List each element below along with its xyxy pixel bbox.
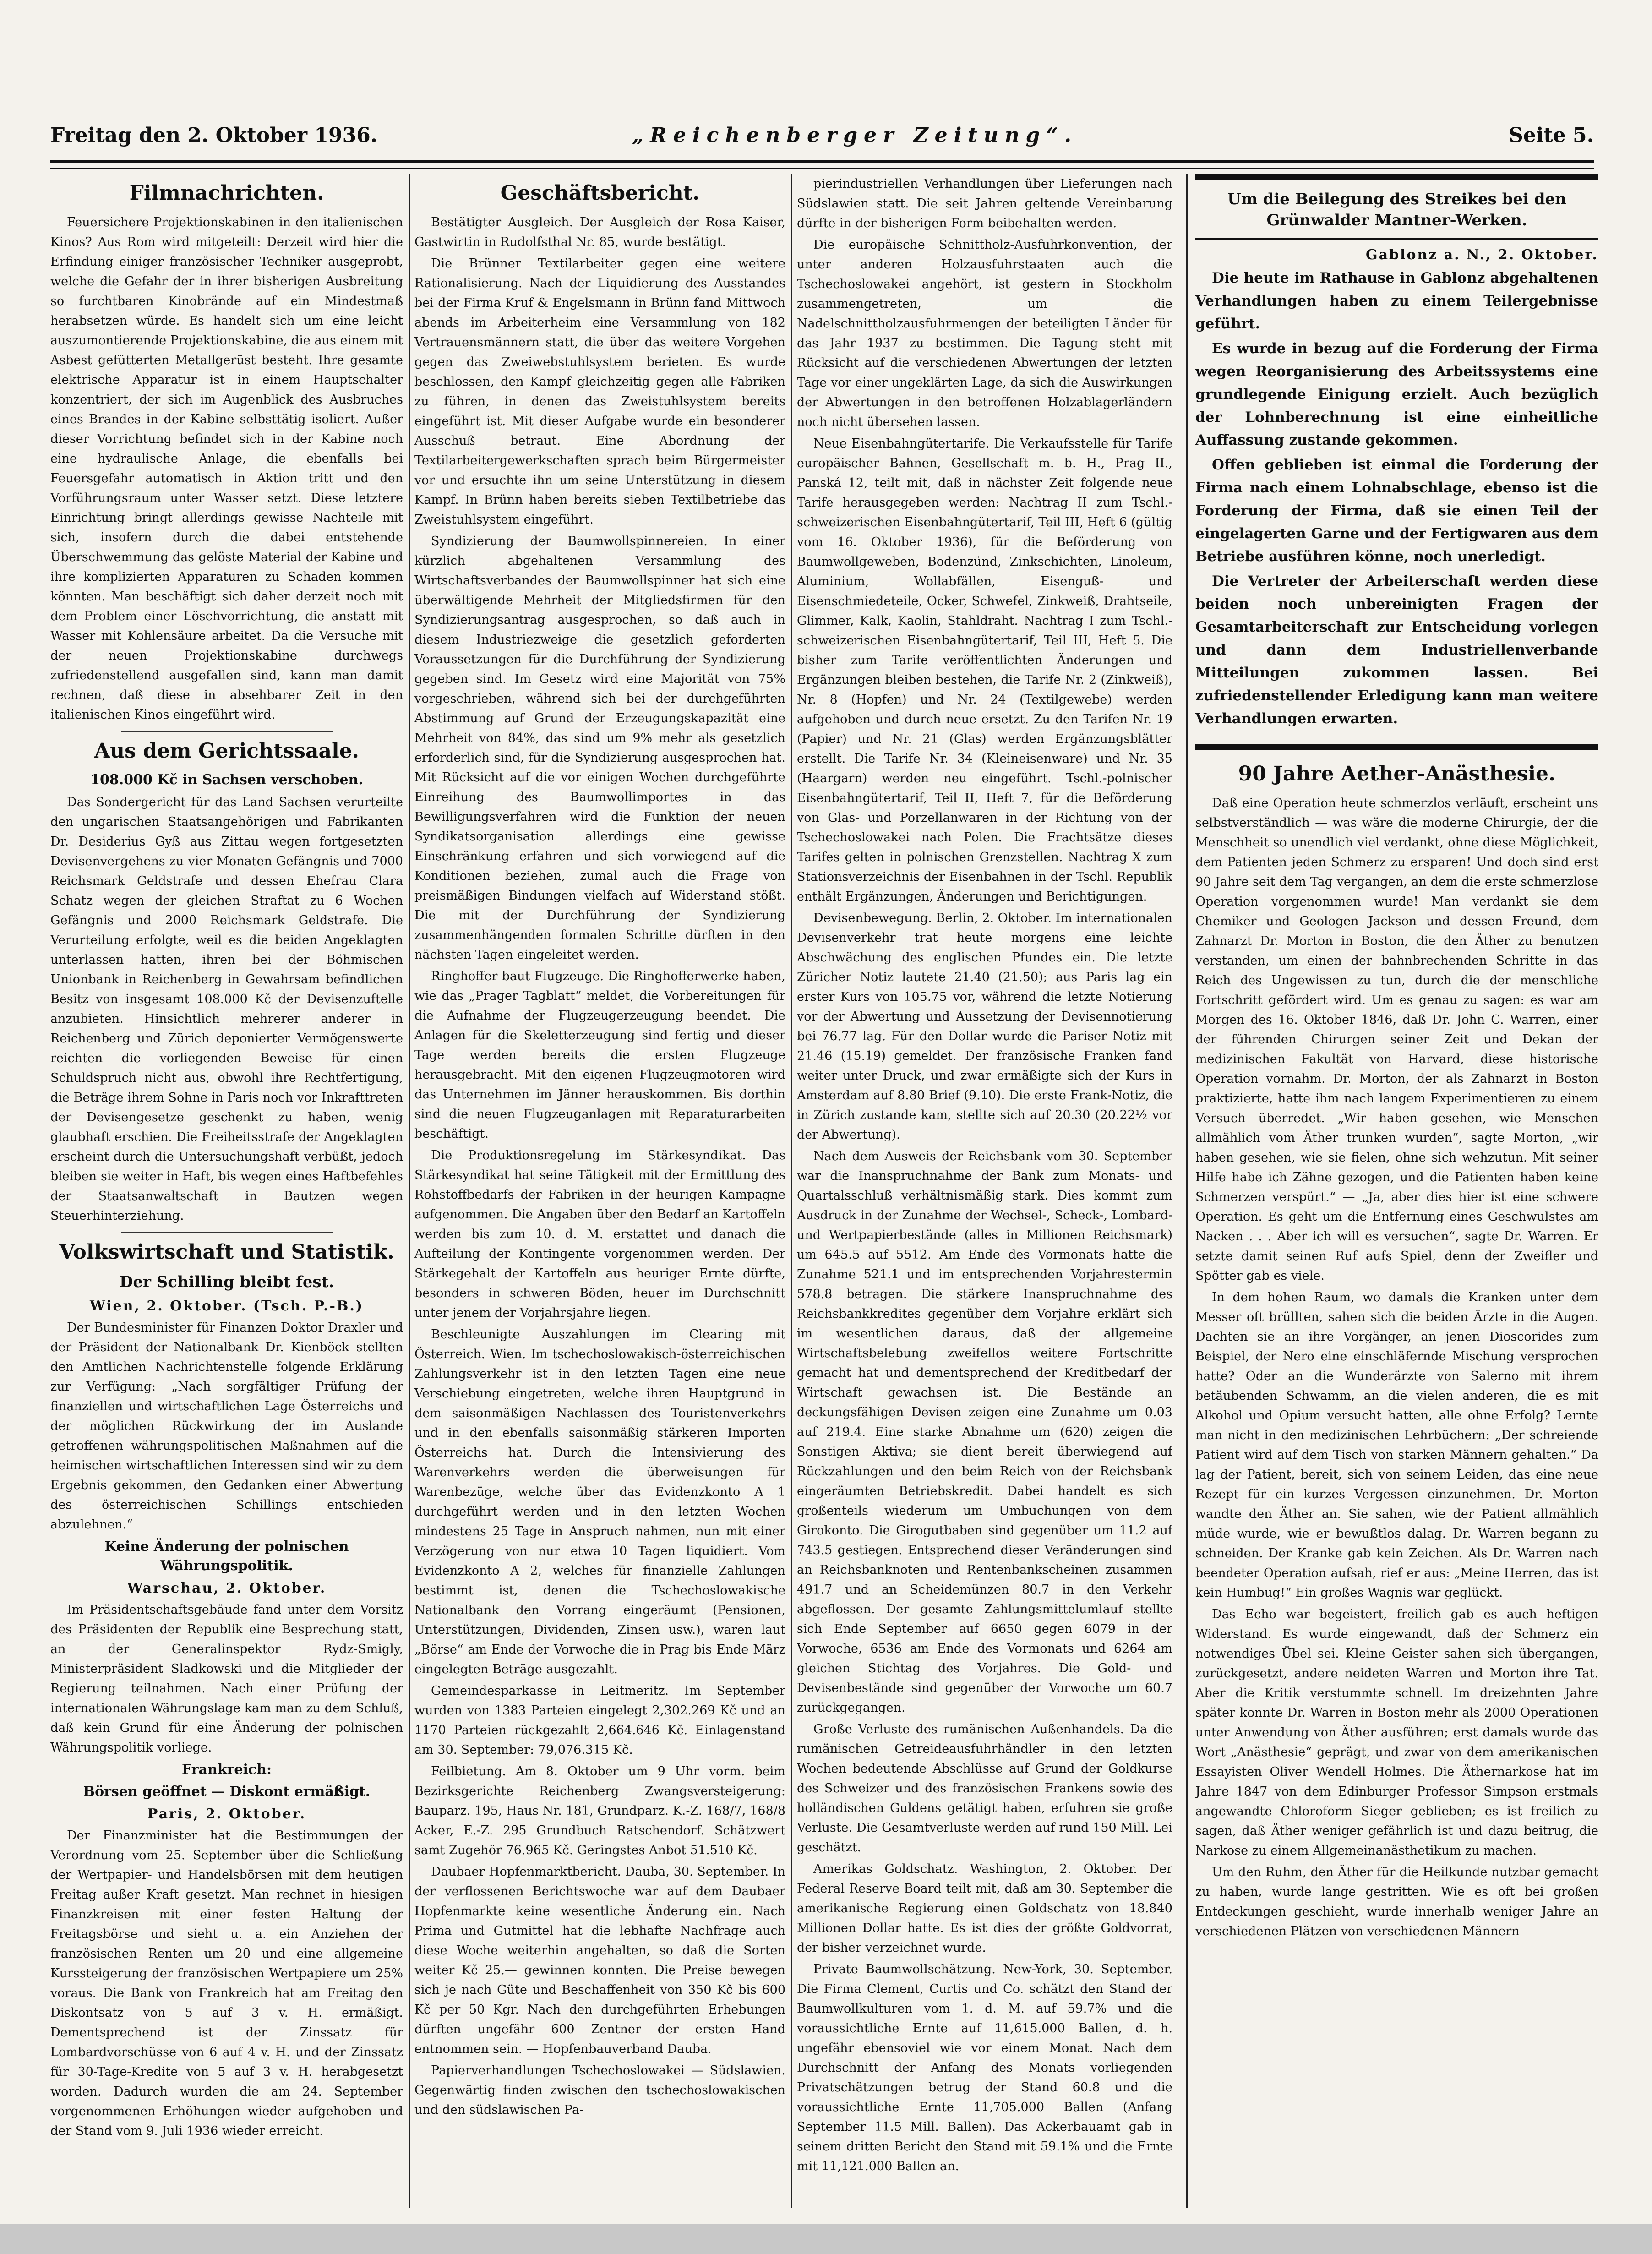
business-item: Gemeindesparkasse in Leitmeritz. Im September wurden von 1383 Parteien eingelegt 2,302.269 Kč und an 1170 Parteien rückgezahlt 2,664.646 Kč. Einlagenstand am 30. September: 79,076.315 Kč. xyxy=(414,1684,785,1757)
strike-paragraph: Die Vertreter der Arbeiterschaft werden diese beiden noch unbereinigten Fragen der Gesamtarbeiterschaft zur Entscheidung vorlegen und dann dem Industriellenverbande Mitteilungen zukommen lassen. Bei zufriedenstellender Erledigung kann man weitere Verhandlungen erwarten. xyxy=(1195,573,1598,727)
film-news-article: Feuersichere Projektionskabinen in den italienischen Kinos? Aus Rom wird mitgeteilt: Derzeit wird hier die Erfindung einiger französischer Techniker ausgeprobt, welche die Gefahr der in ihrer bisherigen Ausbreitung so furchtbaren Kinobrände auf ein Mindestmaß herabsetzen würde. Es handelt sich um eine leicht auszumontierende Projektionskabine, die aus einem mit Asbest gefütterten Metallgerüst besteht. Ihre gesamte elektrische Apparatur ist in einem Hauptschalter konzentriert, der sich im Augenblick des Ausbruches eines Brandes in der Kabine selbsttätig isoliert. Außer dieser Vorrichtung befindet sich in der Kabine noch eine hydraulische Anlage, die ebenfalls bei Feuersgefahr automatisch in Aktion tritt und den Vorführungsraum unter Wasser setzt. Diese letztere Einrichtung bringt allerdings gewisse Nachteile mit sich, insofern durch die dabei entstehende Überschwemmung das gelöste Material der Kabine und ihre komplizierten Apparaturen zu Schaden kommen könnten. Man beschäftigt sich daher derzeit noch mit dem Problem einer Löschvorrichtung, die anstatt mit Wasser mit Kohlensäure arbeitet. Da die Versuche mit der neuen Projektionskabine durchwegs zufriedenstellend ausgefallen sind, kann man damit rechnen, daß diese in absehbarer Zeit in den italienischen Kinos eingeführt wird. xyxy=(50,215,403,722)
business-item: Devisenbewegung. Berlin, 2. Oktober. Im internationalen Devisenverkehr trat heute morgens eine leichte Abschwächung des englischen Pfundes ein. Die letzte Züricher Notiz lautete 21.40 (21.50); aus Paris lag ein erster Kurs von 105.75 vor, während die letzte Notierung vor der Abwertung und Aussetzung der Devisennotierung bei 76.77 lag. Für den Dollar wurde die Pariser Notiz mit 21.46 (15.19) gemeldet. Der französische Franken fand weiter unter Druck, und zwar ermäßigte sich der Kurs in Amsterdam auf 8.80 Brief (9.10). Die erste Frank-Notiz, die in Zürich zustande kam, stellte sich auf 20.30 (20.22½ vor der Abwertung). xyxy=(797,911,1172,1142)
ether-paragraph: In dem hohen Raum, wo damals die Kranken unter dem Messer oft brüllten, sahen sich die beiden Ärzte in die Augen. Dachten sie an ihre Vorgänger, an jenen Dioscorides zum Beispiel, der Nero eine einschläfernde Mischung versprochen hatte? Oder an die Wunderärzte von Salerno mit ihrem betäubenden Schwamm, an die vielen anderen, die es mit Alkohol und Opium versucht hatten, alle ohne Erfolg? Lernte man nicht in den medizinischen Lehrbüchern: „Der schreiende Patient wird auf dem Tisch von starken Männern gehalten.“ Da lag der Patient, bereit, sich von seinem Leiden, das eine neue Rezept für ein kurzes Vergessen einzunehmen. Dr. Morton wandte den Äther an. Sie sahen, wie der Patient allmählich müde wurde, wie er bewußtlos dalag. Dr. Warren begann zu schneiden. Der Kranke gab kein Zeichen. Als Dr. Warren nach beendeter Operation aufsah, rief er aus: „Meine Herren, das ist kein Humbug!“ Ein großes Wagnis war geglückt. xyxy=(1195,1290,1598,1600)
business-item: Neue Eisenbahngütertarife. Die Verkaufsstelle für Tarife europäischer Bahnen, Gesellschaft m. b. H., Prag II., Panská 12, teilt mit, daß in nächster Zeit folgende neue Tarife herausgegeben werden: Nachtrag II zum Tschl.-schweizerischen Eisenbahngütertarif, Teil III, Heft 6 (gültig vom 16. Oktober 1936), für die Beförderung von Baumwollgeweben, Bodenzünd, Zinkschichten, Linoleum, Aluminium, Wollabfällen, Eisenguß- und Eisenschmiedeteile, Ocker, Schwefel, Zinkweiß, Drahtseile, Glimmer, Kalk, Kaolin, Stahldraht. Nachtrag I zum Tschl.-schweizerischen Eisenbahngütertarif, Teil III, Heft 5. Die bisher zum Tarife veröffentlichten Änderungen und Ergänzungen bleiben bestehen, die Tarife Nr. 2 (Zinkweiß), Nr. 8 (Hopfen) und Nr. 24 (Textilgewebe) werden aufgehoben und durch neue ersetzt. Zu den Tarifen Nr. 19 (Papier) und Nr. 21 (Glas) werden Ergänzungsblätter erstellt. Die Tarife Nr. 34 (Kleineisenware) und Nr. 35 (Haargarn) werden neu eingeführt. Tschl.-polnischer Eisenbahngütertarif, Teil II, Heft 7, für die Beförderung von Glas- und Porzellanwaren in der Richtung von der Tschechoslowakei nach Polen. Die Frachtsätze dieses Tarifes gelten in polnischen Grenzstellen. Nachtrag X zum Stationsverzeichnis der Eisenbahnen in der Tschl. Republik enthält Ergänzungen, Änderungen und Berichtigungen. xyxy=(797,437,1172,904)
poland-article: Im Präsidentschaftsgebäude fand unter dem Vorsitz des Präsidenten der Republik eine Besprechung statt, an der Generalinspektor Rydz-Smigly, Ministerpräsident Sladkowski und die Mitglieder der Regierung teilnahmen. Nach einer Prüfung der internationalen Währungslage kam man zu dem Schluß, daß kein Grund für eine Änderung der polnischen Währungspolitik vorliege. xyxy=(50,1603,403,1755)
header-rule xyxy=(50,160,1594,169)
business-item: Die europäische Schnittholz-Ausfuhrkonvention, der unter anderen Holzausfuhrstaaten auch die Tschechoslowakei angehört, ist gestern in Stockholm zusammengetreten, um die Nadelschnittholzausfuhrmengen der beteiligten Länder für das Jahr 1937 zu bestimmen. Die Tagung steht mit Rücksicht auf die verschiedenen Abwertungen der letzten Tage vor einer ungeklärten Lage, da sich die Auswirkungen der Abwertungen in den betroffenen Holzablagerländern noch nicht übersehen lassen. xyxy=(797,238,1172,429)
ether-paragraph: Daß eine Operation heute schmerzlos verläuft, erscheint uns selbstverständlich — was wäre die moderne Chirurgie, der die Menschheit so unendlich viel verdankt, ohne diese Möglichkeit, dem Patienten jeden Schmerz zu ersparen! Und doch sind erst 90 Jahre seit dem Tag vergangen, an dem die erste schmerzlose Operation vorgenommen wurde! Man verdankt sie dem Chemiker und Geologen Jackson und dessen Freund, dem Zahnarzt Dr. Morton in Boston, die den Äther zu benutzen verstanden, um einen der bahnbrechenden Schritte in das Reich des Ungewissen zu tun, durch die der menschliche Fortschritt gefördert wird. Um es genau zu sagen: es war am Morgen des 16. Oktober 1846, daß Dr. John C. Warren, einer der führenden Chirurgen seiner Zeit und Dekan der medizinischen Fakultät von Harvard, diese historische Operation vornahm. Dr. Morton, der als Zahnarzt in Boston praktizierte, hatte ihm nach langem Experimentieren zu einem Versuch überredet. „Wir haben gesehen, wie Menschen allmählich vom Äther trunken wurden“, sagte Morton, „wir haben gesehen, wie sie fielen, ohne sich wehzutun. Mit seiner Hilfe habe ich Zähne gezogen, und die Patienten haben keine Schmerzen verspürt.“ — „Ja, aber dies hier ist eine schwere Operation. Es geht um die Entfernung eines Geschwulstes am Nacken . . . Aber ich will es versuchen“, sagte Dr. Warren. Er setzte damit seinen Ruf aufs Spiel, denn der Zweifler und Spötter gab es viele. xyxy=(1195,796,1598,1283)
economy-subheading: Der Schilling bleibt fest. xyxy=(119,1273,334,1291)
column-4 xyxy=(1195,174,1598,2208)
business-item: Syndizierung der Baumwollspinnereien. In einer kürzlich abgehaltenen Versammlung des Wirtschaftsverbandes der Baumwollspinner hat sich eine überwältigende Mehrheit der Mitgliedsfirmen für den Syndizierungsantrag ausgesprochen, so daß auch in diesem Industriezweige die gesetzlich geforderten Voraussetzungen für die Durchführung der Syndizierung gegeben sind. Im Gesetz wird eine Majorität von 75% vorgeschrieben, während sich bei der durchgeführten Abstimmung auf Grund der Erzeugungskapazität eine Mehrheit von 84%, das sind um 9% mehr als gesetzlich erforderlich sind, für die Syndizierung ausgesprochen hat. Mit Rücksicht auf die vor einigen Wochen durchgeführte Einreihung des Baumwollimportes in das Bewilligungsverfahren wird die Funktion der neuen Syndikatsorganisation allerdings eine gewisse Einschränkung erfahren und sich vorwiegend auf die Konditionen beziehen, zumal auch die Frage von preismäßigen Bindungen vielfach auf Widerstand stößt. Die mit der Durchführung der Syndizierung zusammenhängenden formalen Schritte dürften in den nächsten Tagen eingeleitet werden. xyxy=(414,534,785,962)
business-item: Die Brünner Textilarbeiter gegen eine weitere Rationalisierung. Nach der Liquidierung des Ausstandes bei der Firma Kruf & Engelsmann in Brünn fand Mittwoch abends im Arbeiterheim eine Versammlung von 182 Vertrauensmännern statt, die über das weitere Vorgehen gegen das Zweiwebstuhlsystem berieten. Es wurde beschlossen, den Kampf gleichzeitig gegen alle Fabriken zu führen, in denen das Zweistuhlsystem bereits eingeführt ist. Mit dieser Aufgabe wurde ein besonderer Ausschuß betraut. Eine Abordnung der Textilarbeitergewerkschaften sprach beim Bürgermeister vor und ersuchte ihn um seine Unterstützung in diesem Kampf. In Brünn haben bereits sieben Textilbetriebe das Zweistuhlsystem eingeführt. xyxy=(414,257,785,527)
schilling-article: Der Bundesminister für Finanzen Doktor Draxler und der Präsident der Nationalbank Dr. Kienböck stellten den Amtlichen Nachrichtenstelle folgende Erklärung zur Verfügung: „Nach sorgfältiger Prüfung der finanziellen und wirtschaftlichen Lage Österreichs und der möglichen Rückwirkung der im Auslande getroffenen währungspolitischen Maßnahmen auf die heimischen wirtschaftlichen Interessen sind wir zu dem Ergebnis gekommen, den Gedanken einer Abwertung des österreichischen Schillings entschieden abzulehnen.“ xyxy=(50,1321,403,1532)
france-subheading: Frankreich: xyxy=(181,1762,272,1778)
strike-heading: Um die Beilegung des Streikes bei den Grünwalder Mantner-Werken. xyxy=(1227,190,1566,229)
france-dateline: Paris, 2. Oktober. xyxy=(147,1806,306,1822)
france-subheading-2: Börsen geöffnet — Diskont ermäßigt. xyxy=(83,1784,371,1800)
ether-paragraph: Das Echo war begeistert, freilich gab es auch heftigen Widerstand. Es wurde eingewandt, daß der Schmerz ein notwendiges Übel sei. Kleine Geister sahen sich übergangen, zurückgesetzt, andere neideten Warren und Morton ihre Tat. Aber die Kritik verstummte schnell. Im dreizehnten Jahre später konnte Dr. Warren in Boston mehr als 2000 Operationen unter Anwendung von Äther ausführen; erst damals wurde das Wort „Anästhesie“ geprägt, und zwar von dem amerikanischen Essayisten Oliver Wendell Holmes. Die Äthernarkose hat im Jahre 1847 von dem Edinburger Professor Simpson erstmals angewandte Chloroform Sieger geblieben; es ist freilich zu sagen, daß Äther weniger gefährlich ist und dazu beitrug, die Narkose zu einem Allgemeinanästhetikum zu machen. xyxy=(1195,1607,1598,1858)
strike-paragraph: Es wurde in bezug auf die Forderung der Firma wegen Reorganisierung des Arbeitssystems eine grundlegende Einigung erzielt. Auch bezüglich der Lohnberechnung ist eine einheitliche Auffassung zustande gekommen. xyxy=(1195,340,1598,448)
ether-heading: 90 Jahre Aether-Anästhesie. xyxy=(1238,762,1556,786)
film-news-heading: Filmnachrichten. xyxy=(129,181,324,205)
economy-heading: Volkswirtschaft und Statistik. xyxy=(59,1240,394,1264)
business-item: Bestätigter Ausgleich. Der Ausgleich der Rosa Kaiser, Gastwirtin in Rudolfsthal Nr. 85, wurde bestätigt. xyxy=(414,215,785,249)
column-1 xyxy=(50,174,403,2208)
column-divider xyxy=(791,174,792,2208)
business-item: Feilbietung. Am 8. Oktober um 9 Uhr vorm. beim Bezirksgerichte Reichenberg Zwangsversteigerung: Bauparz. 195, Haus Nr. 181, Grundparz. K.-Z. 168/7, 168/8 Acker, E.-Z. 295 Grundbuch Ratschendorf. Schätzwert samt Zugehör 76.965 Kč. Geringstes Anbot 51.510 Kč. xyxy=(414,1764,785,1857)
business-item: Beschleunigte Auszahlungen im Clearing mit Österreich. Wien. Im tschechoslowakisch-österreichischen Zahlungsverkehr ist in den letzten Tagen eine neue Verschiebung eingetreten, welche ihren Hauptgrund in dem saisonmäßigen Nachlassen des Touristenverkehrs und in den ebenfalls saisonmäßig stärkeren Importen Österreichs hat. Durch die Intensivierung des Warenverkehrs werden die überweisungen für Warenbezüge, welche über das Evidenzkonto A 1 durchgeführt werden und in den letzten Wochen mindestens 25 Tage in Anspruch nahmen, nun mit einer Verzögerung von nur etwa 10 Tagen liquidiert. Vom Evidenzkonto A 2, welches für finanzielle Zahlungen bestimmt ist, denen die Tschechoslowakische Nationalbank den Vorrang eingeräumt (Pensionen, Unterstützungen, Dividenden, Zinsen usw.), waren laut „Börse“ am Ende der Vorwoche die in Prag bis Ende März eingelegten Beträge ausgezahlt. xyxy=(414,1327,785,1676)
strike-dateline: Gablonz a. N., 2. Oktober. xyxy=(1365,247,1598,263)
strike-paragraph: Offen geblieben ist einmal die Forderung der Firma nach einem Lohnabschlage, ebenso ist die Forderung der Firma, daß sie einen Teil der eingelagerten Garne und der Fertigwaren aus dem Betriebe ausführen könne, noch unerledigt. xyxy=(1195,457,1598,565)
poland-subheading: Keine Änderung der polnischen Währungspolitik. xyxy=(104,1539,349,1574)
business-item: Ringhoffer baut Flugzeuge. Die Ringhofferwerke haben, wie das „Prager Tagblatt“ meldet, die Vorbereitungen für die Aufnahme der Flugzeugerzeugung beendet. Die Anlagen für die Skeletterzeugung sind fertig und dieser Tage werden bereits die ersten Flugzeuge herausgebracht. Mit den eigenen Flugzeugmotoren wird das Unternehmen im Jänner herauskommen. Bis dorthin sind die neuen Flugzeuganlagen mit Reparaturarbeiten beschäftigt. xyxy=(414,969,785,1141)
column-3 xyxy=(797,174,1172,2208)
business-item: pierindustriellen Verhandlungen über Lieferungen nach Südslawien statt. Die seit Jahren geltende Vereinbarung dürfte in der bisherigen Form beibehalten werden. xyxy=(797,177,1172,230)
section-divider xyxy=(121,731,333,732)
business-item: Große Verluste des rumänischen Außenhandels. Da die rumänischen Getreideausfuhrhändler in den letzten Wochen bedeutende Abschlüsse auf Grund der Goldkurse des Schweizer und des französischen Frankens sowie des holländischen Guldens getätigt haben, erfuhren sie große Verluste. Die Gesamtverluste werden auf rund 150 Mill. Lei geschätzt. xyxy=(797,1722,1172,1855)
france-article: Der Finanzminister hat die Bestimmungen der Verordnung vom 25. September über die Schließung der Wertpapier- und Handelsbörsen mit dem heutigen Freitag außer Kraft gesetzt. Man rechnet in hiesigen Finanzkreisen mit einer festen Haltung der Freitagsbörse und sieht u. a. ein Anziehen der französischen Renten um 20 und eine allgemeine Kurssteigerung der französischen Wertpapiere um 25% voraus. Die Bank von Frankreich hat am Freitag den Diskontsatz von 5 auf 3 v. H. ermäßigt. Dementsprechend ist der Zinssatz für Lombardvorschüsse von 6 auf 4 v. H. und der Zinssatz für 30-Tage-Kredite von 5 auf 3 v. H. herabgesetzt worden. Dadurch wurden die am 24. September vorgenommenen Erhöhungen wieder aufgehoben und der Stand vom 9. Juli 1936 wieder erreicht. xyxy=(50,1828,403,2138)
business-item: Nach dem Ausweis der Reichsbank vom 30. September war die Inanspruchnahme der Bank zum Monats- und Quartalsschluß verhältnismäßig stark. Dies kommt zum Ausdruck in der Zunahme der Wechsel-, Scheck-, Lombard- und Wertpapierbestände (alles in Millionen Reichsmark) um 645.5 auf 5512. Am Ende des Vormonats hatte die Zunahme 521.1 und im entsprechenden Vorjahrestermin 578.8 betragen. Die stärkere Inanspruchnahme des Reichsbankkredites gegenüber dem Vorjahre erklärt sich im wesentlichen daraus, daß der allgemeine Wirtschaftsbelebung zweifellos weitere Fortschritte gemacht hat und dementsprechend der Kreditbedarf der Wirtschaft gewachsen ist. Die Bestände an deckungsfähigen Devisen zeigen eine Zunahme um 0.03 auf 219.4. Eine starke Abnahme um (620) zeigen die Sonstigen Aktiva; sie dient bereit überwiegend auf Rückzahlungen und den beim Reich von der Reichsbank eingeräumten Betriebskredit. Dabei handelt es sich großenteils wiederum um Umbuchungen von dem Girokonto. Die Girogutbaben sind gegenüber um 11.2 auf 743.5 gestiegen. Entsprechend dieser Veränderungen sind an Reichsbanknoten und Rentenbankscheinen zusammen 491.7 und an Scheidemünzen 80.7 in den Verkehr abgeflossen. Der gesamte Zahlungsmittelumlauf stellte sich Ende September auf 6650 gegen 6079 in der Vorwoche, 6536 am Ende des Vormonats und 6264 am gleichen Stichtag des Vorjahres. Die Gold- und Devisenbestände sind gegenüber der Vorwoche um 60.7 zurückgegangen. xyxy=(797,1149,1172,1715)
court-subheading: 108.000 Kč in Sachsen verschoben. xyxy=(90,772,363,788)
business-item: Die Produktionsregelung im Stärkesyndikat. Das Stärkesyndikat hat seine Tätigkeit mit der Ermittlung des Rohstoffbedarfs der Fabriken in der heurigen Kampagne aufgenommen. Die Angaben über den Bedarf an Kartoffeln werden bis zum 10. d. M. erstattet und danach die Aufteilung der Kontingente vorgenommen werden. Der Stärkegehalt der Kartoffeln aus heuriger Ernte dürfte, besonders in schweren Böden, heuer im Durchschnitt unter jenem der Vorjahrsjahre liegen. xyxy=(414,1148,785,1320)
business-item: Private Baumwollschätzung. New-York, 30. September. Die Firma Clement, Curtis und Co. schätzt den Stand der Baumwollkulturen vom 1. d. M. auf 59.7% und die voraussichtliche Ernte auf 11,615.000 Ballen, d. h. ungefähr ebensoviel wie vor einem Monat. Nach dem Durchschnitt der Anfang des Monats vorliegenden Privatschätzungen betrug der Stand 60.8 und die voraussichtliche Ernte 11,705.000 Ballen (Anfang September 11.5 Mill. Ballen). Das Ackerbauamt gab in seinem dritten Bericht den Stand mit 59.1% und die Ernte mit 11,121.000 Ballen an. xyxy=(797,1962,1172,2173)
ether-paragraph: Um den Ruhm, den Äther für die Heilkunde nutzbar gemacht zu haben, wurde lange gestritten. Wie es oft bei großen Entdeckungen geschieht, wurde innerhalb weniger Jahre an verschiedenen Plätzen von verschiedenen Männern xyxy=(1195,1865,1598,1938)
header-masthead: „Reichenberger Zeitung“. xyxy=(632,124,1078,147)
court-heading: Aus dem Gerichtssaale. xyxy=(94,739,359,763)
business-item: Daubaer Hopfenmarktbericht. Dauba, 30. September. In der verflossenen Berichtswoche war auf dem Daubaer Hopfenmarkte keine wesentliche Änderung ein. Nach Prima und Gutmittel hat die lebhafte Nachfrage auch diese Woche weiterhin angehalten, so daß die Sorten weiter Kč 25.— gewinnen konnten. Die Preise bewegen sich je nach Güte und Beschaffenheit von 350 Kč bis 600 Kč per 50 Kgr. Nach den durchgeführten Erhebungen dürften ungefähr 600 Zentner der ersten Hand entnommen sein. — Hopfenbauverband Dauba. xyxy=(414,1865,785,2056)
poland-dateline: Warschau, 2. Oktober. xyxy=(127,1580,327,1596)
column-2 xyxy=(414,174,785,2208)
court-article: Das Sondergericht für das Land Sachsen verurteilte den ungarischen Staatsangehörigen und Fabrikanten Dr. Desiderius Gyß aus Zittau wegen fortgesetzten Devisenvergehens zu vier Monaten Gefängnis und 7000 Reichsmark Geldstrafe und dessen Ehefrau Clara Schatz wegen der gleichen Straftat zu 6 Wochen Gefängnis und 2000 Reichsmark Geldstrafe. Die Verurteilung erfolgte, weil es die beiden Angeklagten unterlassen hatten, ihren bei der Böhmischen Unionbank in Reichenberg in Gewahrsam befindlichen Besitz von insgesamt 108.000 Kč der Devisenzuftelle anzubieten. Hinsichtlich mehrerer anderer in Reichenberg und Zürich deponierter Vermögenswerte reichten die vorliegenden Beweise für einen Schuldspruch nicht aus, obwohl ihre Rechtfertigung, die Beträge ihrem Sohne in Paris noch vor Inkrafttreten der Devisengesetze geschenkt zu haben, wenig glaubhaft erschien. Die Freiheitsstrafe der Angeklagten erscheint durch die Untersuchungshaft verbüßt, jedoch bleiben sie weiter in Haft, bis wegen eines Haftbefehles der Staatsanwaltschaft in Bautzen wegen Steuerhinterziehung. xyxy=(50,795,403,1223)
header-date: Freitag den 2. Oktober 1936. xyxy=(50,124,378,147)
section-bar xyxy=(1195,744,1598,750)
column-divider xyxy=(409,174,410,2208)
business-item: Papierverhandlungen Tschechoslowakei — Südslawien. Gegenwärtig finden zwischen den tschechoslowakischen und den südslawischen Pa- xyxy=(414,2063,785,2117)
scan-margin xyxy=(0,2224,1652,2254)
page-header xyxy=(50,124,1594,151)
strike-paragraph: Die heute im Rathause in Gablonz abgehaltenen Verhandlungen haben zu einem Teilergebnisse geführt. xyxy=(1195,270,1598,332)
section-divider xyxy=(121,1232,333,1233)
header-page-number: Seite 5. xyxy=(1508,124,1594,147)
economy-dateline: Wien, 2. Oktober. (Tsch. P.-B.) xyxy=(89,1298,364,1314)
business-report-heading: Geschäftsbericht. xyxy=(500,181,700,205)
strike-box xyxy=(1195,174,1598,240)
business-item: Amerikas Goldschatz. Washington, 2. Oktober. Der Federal Reserve Board teilt mit, daß am 30. September die amerikanische Regierung einen Goldschatz von 18.840 Millionen Dollar hatte. Es ist dies der größte Goldvorrat, der bisher verzeichnet wurde. xyxy=(797,1862,1172,1955)
column-divider xyxy=(1186,174,1188,2208)
